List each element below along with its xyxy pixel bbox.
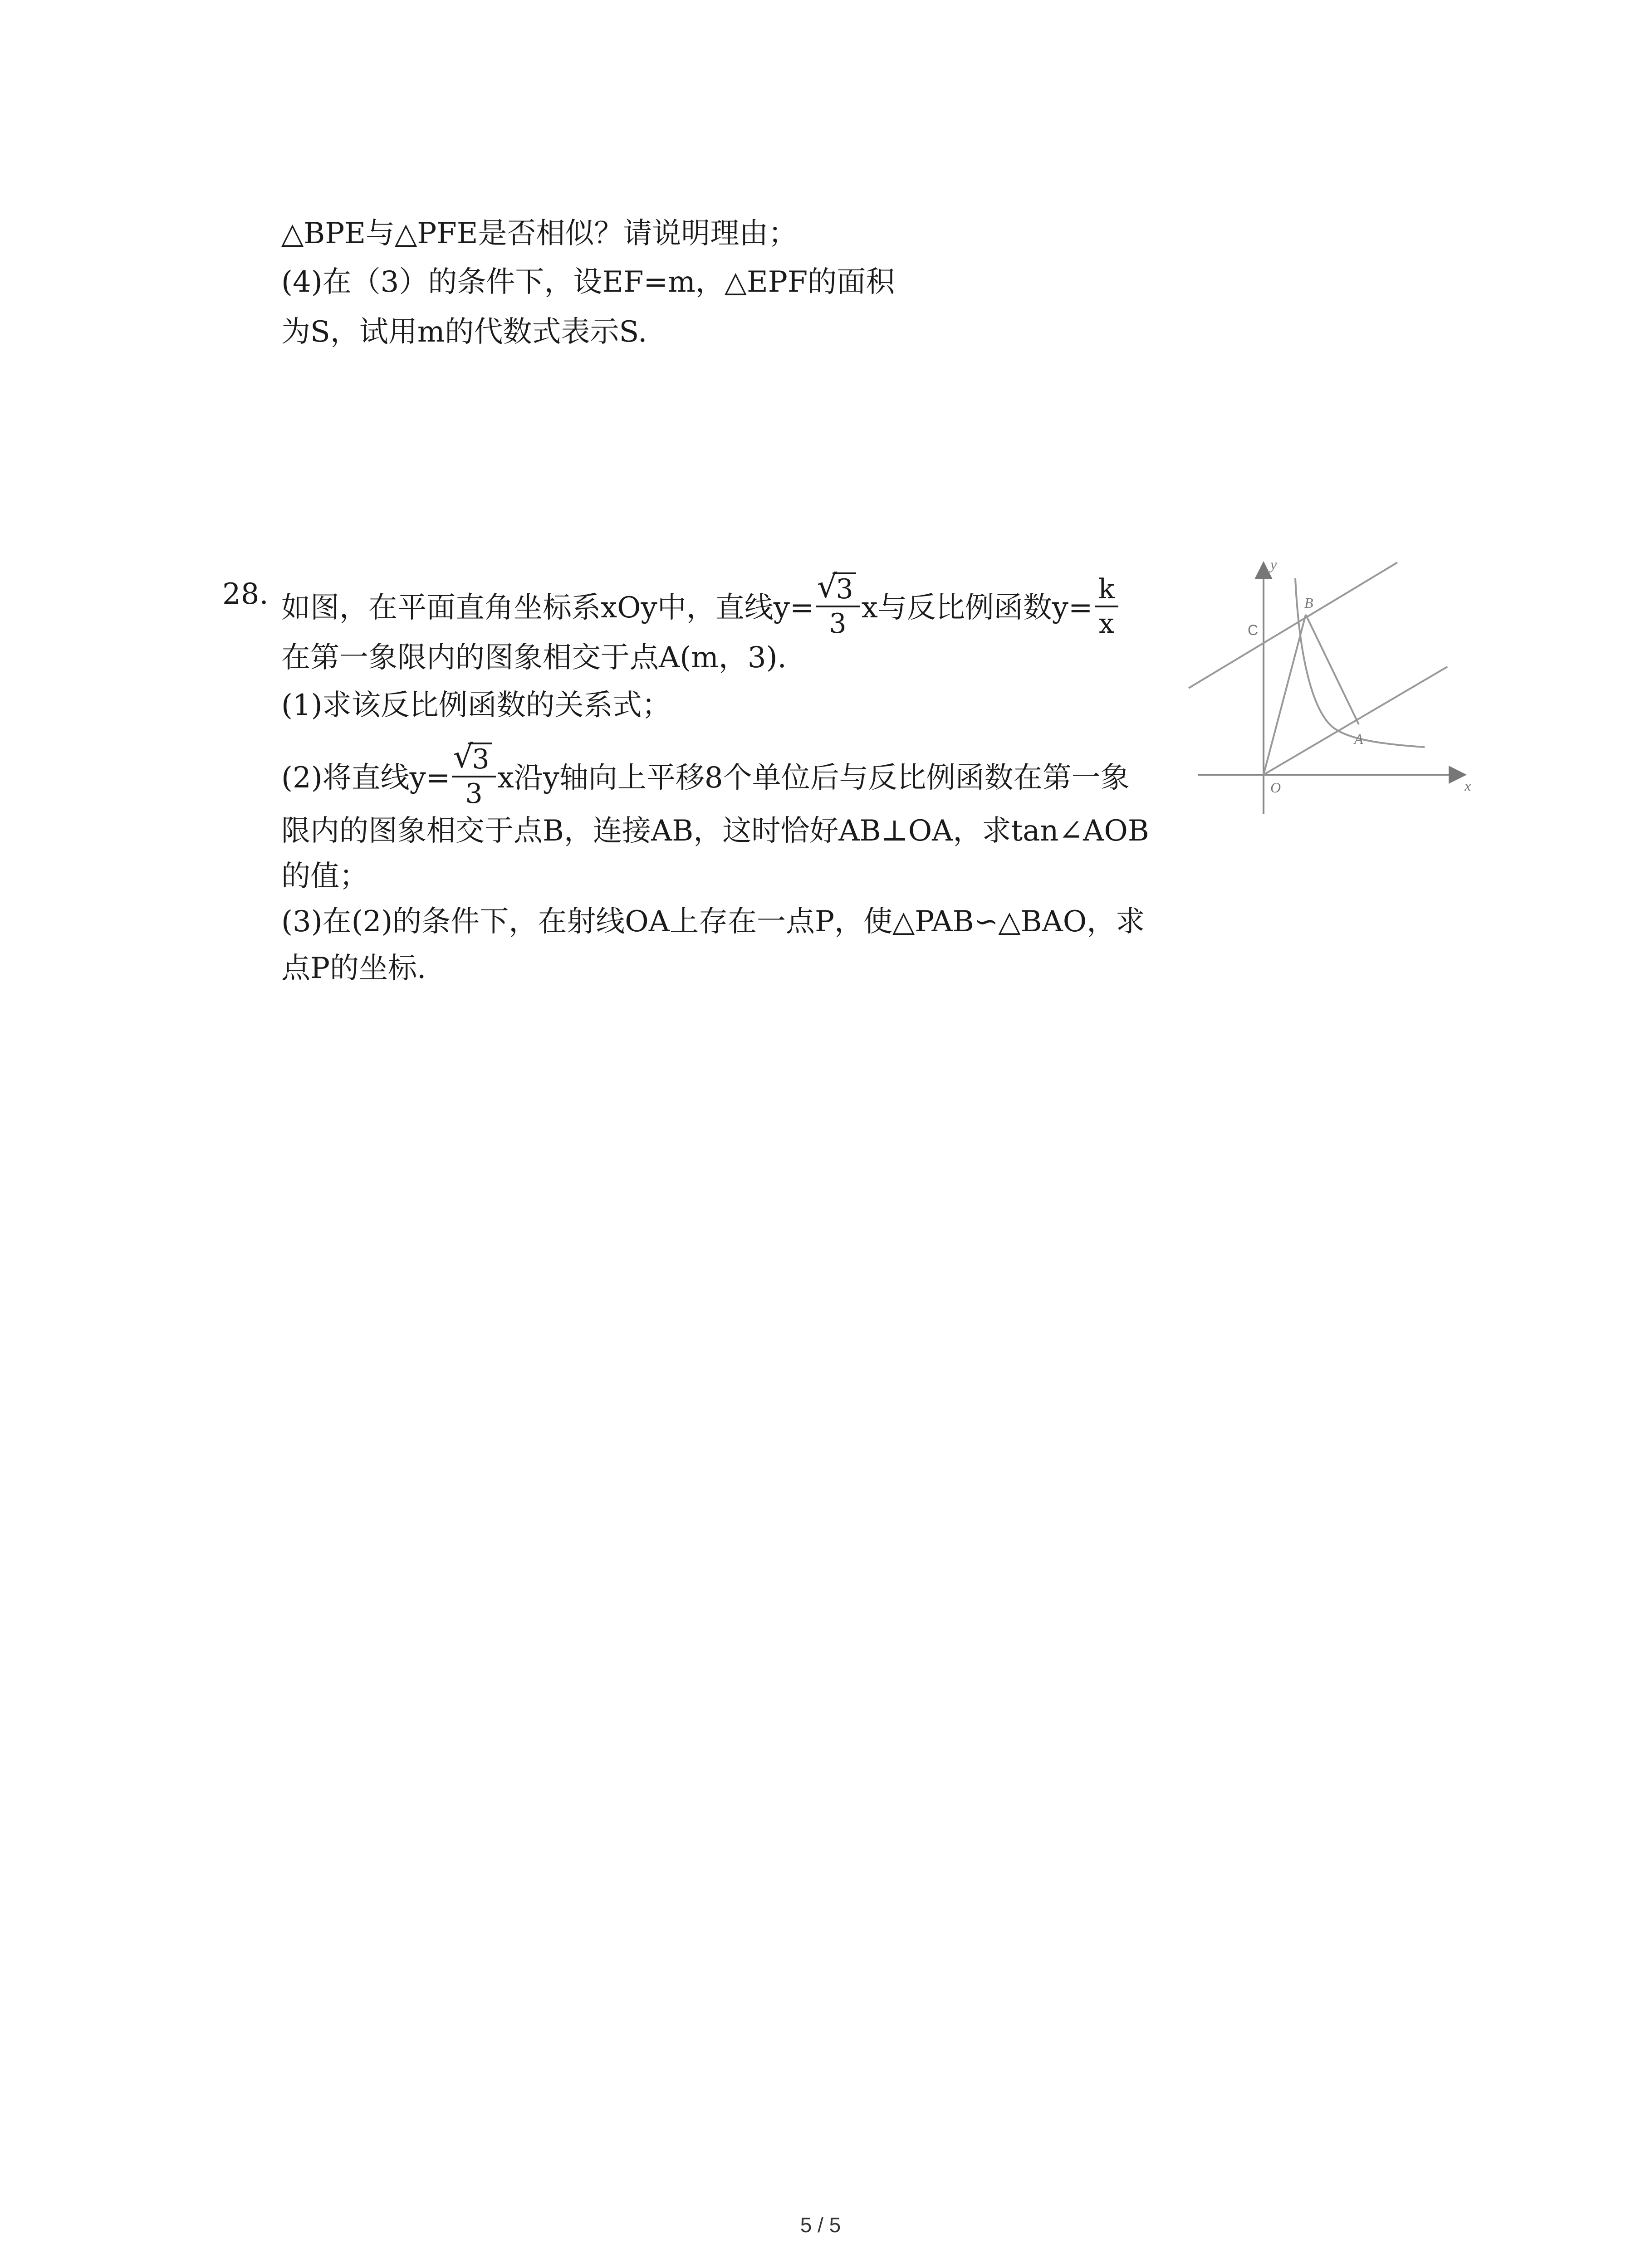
label-b: B [1304,595,1313,611]
label-origin: O [1270,779,1281,796]
label-y: y [1270,556,1277,572]
q28-text-1b: x与反比例函数y= [861,591,1093,625]
prev-question-line-1: △BPE与△PFE是否相似？请说明理由； [281,217,798,250]
fraction-sqrt3-over-3-b [452,743,495,810]
q28-part2-text-a: (2)将直线y= [281,761,451,795]
question-28-part-1: (1)求该反比例函数的关系式； [281,689,671,722]
fraction-denominator-b: 3 [452,776,495,810]
question-28-line-2: 在第一象限内的图象相交于点A(m，3). [281,641,787,675]
label-x: x [1465,777,1471,794]
prev-question-line-3: 为S，试用m的代数式表示S. [281,315,647,349]
sqrt-3-b: √ 3 [468,743,492,774]
line-oa [1264,667,1447,775]
page-number: 5 / 5 [800,2213,841,2237]
prev-question-line-2: (4)在（3）的条件下，设EF=m，△EPF的面积 [281,265,895,299]
sqrt-3: √ 3 [833,572,856,604]
fraction-sqrt3-over-3 [816,572,860,640]
question-28-part-2-line-2: 限内的图象相交于点B，连接AB，这时恰好AB⊥OA，求tan∠AOB [281,814,1149,848]
fraction-denominator: 3 [816,606,860,640]
coordinate-figure [1180,551,1470,814]
label-c: C [1248,622,1259,638]
fraction-denominator-x: x [1095,606,1118,640]
q28-part2-text-b: x沿y轴向上平移8个单位后与反比例函数在第一象 [497,761,1130,795]
question-28-part-3-line-1: (3)在(2)的条件下，在射线OA上存在一点P，使△PAB∽△BAO，求 [281,905,1145,938]
question-number: 28. [222,577,269,611]
hyperbola-curve [1295,578,1425,747]
label-a: A [1354,731,1363,747]
question-28-part-2-line-1 [281,743,1130,814]
question-28-part-3-line-2: 点P的坐标. [281,952,426,985]
fraction-numerator-k: k [1098,573,1115,605]
segment-ab [1306,615,1359,724]
question-28-part-2-line-3: 的值； [281,860,368,893]
q28-text-1a: 如图，在平面直角坐标系xOy中，直线y= [281,591,814,625]
question-28-line-1 [281,573,1120,644]
shifted-line [1189,562,1397,688]
fraction-k-over-x [1095,573,1118,640]
